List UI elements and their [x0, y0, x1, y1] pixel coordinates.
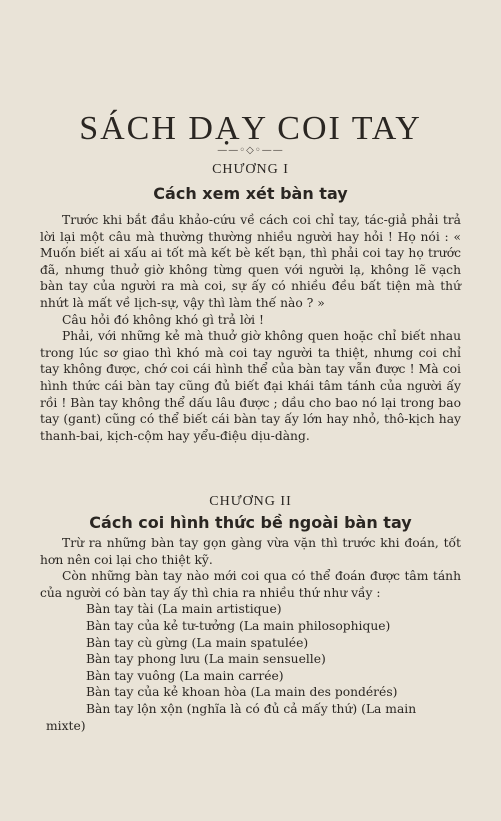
paragraph: Phải, với những kẻ mà thuở giờ không quen hoặc chỉ biết nhau trong lúc sơ giao thì khó mà coi tay người ta thiệt, nhưng coi chỉ tay không được, chớ coi cái hình thể của bàn tay vẫn được ! Mà coi hình thức cái bàn tay cũng đủ biết đại khái tâm tánh của người ấy rồi ! Bàn tay không thể dấu lâu được ; dầu cho bao nó lại trong bao tay (gant) cũng có thể biết cái bàn tay ấy lớn hay nhỏ, thô-kịch hay thanh-bai, kịch-cộm hay yểu-điệu dịu-dàng.: [40, 329, 461, 443]
chapter-1-body: [40, 212, 461, 444]
chapter-2-body: [40, 535, 461, 734]
list-item: Bàn tay lộn xộn (nghĩa là có đủ cả mấy thứ) (La main: [86, 701, 417, 716]
chapter-2-heading: Cách coi hình thức bề ngoài bàn tay: [89, 513, 412, 532]
chapter-2-label: CHƯƠNG II: [209, 494, 292, 509]
list-item: Bàn tay của kẻ khoan hòa (La main des pondérés): [86, 685, 398, 700]
chapter-1-heading: Cách xem xét bàn tay: [153, 184, 348, 203]
paragraph: Còn những bàn tay nào mới coi qua có thể đoán được tâm tánh của người có bàn tay ấy thì chia ra nhiều thứ như vầy :: [40, 569, 461, 600]
book-title: SÁCH DẠY COI TAY: [79, 110, 422, 147]
paragraph: Trừ ra những bàn tay gọn gàng vừa vặn thì trước khi đoán, tốt hơn nên coi lại cho thiệt kỹ.: [40, 536, 461, 567]
chapter-1-label: CHƯƠNG I: [212, 162, 289, 177]
list-item: Bàn tay của kẻ tư-tưởng (La main philosophique): [86, 618, 391, 633]
list-item: Bàn tay cù gừng (La main spatulée): [86, 635, 309, 650]
list-item: Bàn tay phong lưu (La main sensuelle): [86, 652, 326, 667]
title-ornament: ——◦◇◦——: [217, 145, 284, 156]
paragraph: Trước khi bắt đầu khảo-cứu về cách coi chỉ tay, tác-giả phải trả lời lại một câu mà thường thường nhiều người hay hỏi ! Họ nói : « Muốn biết ai xấu ai tốt mà kết bè kết bạn, thì phải coi tay họ trước đã, nhưng thuở giờ không từng quen với người lạ, không lẽ vạch bàn tay của người ra mà coi, sự ấy có nhiều đều bất tiện mà thứ nhứt là mất về lịch-sự, vậy thì làm thế nào ? »: [40, 213, 461, 310]
paragraph: Câu hỏi đó không khó gì trả lời !: [62, 312, 264, 327]
list-item: Bàn tay tài (La main artistique): [86, 602, 282, 617]
list-item: Bàn tay vuông (La main carrée): [86, 668, 284, 683]
list-item-continuation: mixte): [46, 718, 86, 733]
